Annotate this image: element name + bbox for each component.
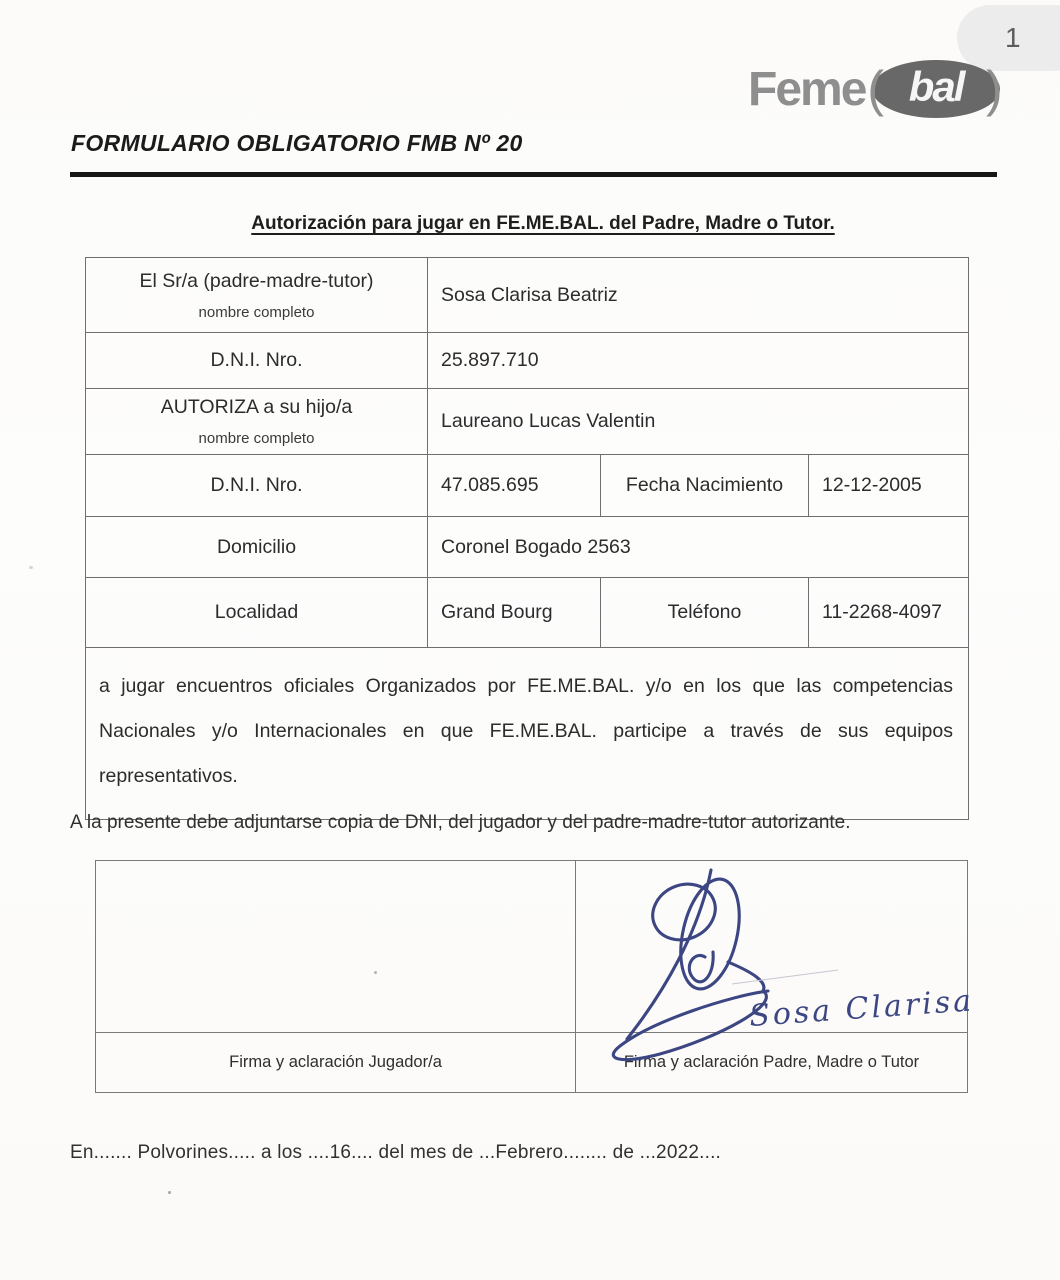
- scan-speck: [168, 1191, 171, 1194]
- logo-paren-close: ): [986, 61, 1003, 117]
- player-signature-label: Firma y aclaración Jugador/a: [96, 1033, 576, 1093]
- logo-paren-open: (: [867, 61, 885, 117]
- locality-label: Localidad: [86, 578, 428, 648]
- signature-table: [95, 860, 968, 1093]
- logo-oval: [872, 60, 1000, 118]
- logo-text-feme: Feme: [748, 62, 866, 116]
- table-row-child-dni-birth: [86, 455, 969, 517]
- signature-name-text: Sosa Clarisa: [748, 983, 976, 1034]
- child-name-sublabel: nombre completo: [198, 430, 315, 447]
- phone-label: Teléfono: [601, 578, 809, 648]
- scan-speck: [374, 971, 377, 974]
- birthdate-label: Fecha Nacimiento: [601, 455, 809, 517]
- address-value: Coronel Bogado 2563: [428, 517, 969, 578]
- signature-label-row: [96, 1033, 968, 1093]
- parent-name-label: El Sr/a (padre-madre-tutor): [139, 269, 374, 292]
- child-name-label-cell: [86, 389, 428, 455]
- parent-name-sublabel: nombre completo: [198, 303, 315, 321]
- authorization-heading: Autorización para jugar en FE.ME.BAL. del Padre, Madre o Tutor.: [251, 213, 835, 234]
- parent-dni-value: 25.897.710: [428, 333, 969, 389]
- femebal-logo: [748, 60, 1003, 118]
- child-name-label: AUTORIZA a su hijo/a: [160, 396, 353, 418]
- table-row-locality-phone: [86, 578, 969, 648]
- signature-space-row: [96, 861, 968, 1033]
- scan-speck: [29, 566, 33, 569]
- phone-value: 11-2268-4097: [809, 578, 969, 648]
- player-signature-area: [96, 861, 576, 1033]
- parent-signature-label: Firma y aclaración Padre, Madre o Tutor: [576, 1033, 968, 1093]
- table-row-child-name: [86, 389, 969, 455]
- attachment-note: A la presente debe adjuntarse copia de DNI, del jugador y del padre-madre-tutor autorizante.: [70, 812, 851, 833]
- address-label: Domicilio: [86, 517, 428, 578]
- place-and-date-line: En....... Polvorines..... a los ....16.... del mes de ...Febrero........ de ...2022....: [70, 1142, 722, 1163]
- table-row-parent-dni: [86, 333, 969, 389]
- parent-signature-area: [576, 861, 968, 1033]
- authorization-table: [85, 257, 969, 820]
- title-rule: [70, 172, 997, 177]
- form-title: FORMULARIO OBLIGATORIO FMB Nº 20: [71, 130, 523, 156]
- parent-name-label-cell: [86, 258, 428, 333]
- table-row-parent-name: [86, 258, 969, 333]
- child-dni-label: D.N.I. Nro.: [86, 455, 428, 517]
- logo-text-bal: bal: [908, 63, 964, 110]
- birthdate-value: 12-12-2005: [809, 455, 969, 517]
- parent-dni-label: D.N.I. Nro.: [86, 333, 428, 389]
- parent-name-value: Sosa Clarisa Beatriz: [428, 258, 969, 333]
- table-row-clause: [86, 648, 969, 820]
- locality-value: Grand Bourg: [428, 578, 601, 648]
- child-dni-value: 47.085.695: [428, 455, 601, 517]
- authorization-clause: a jugar encuentros oficiales Organizados por FE.ME.BAL. y/o en los que las competencias Nacionales y/o Internacionales en que FE.ME.BAL. participe a través de sus equipos representativos.: [86, 648, 969, 820]
- table-row-address: [86, 517, 969, 578]
- page-number: 1: [1005, 22, 1021, 53]
- child-name-value: Laureano Lucas Valentin: [428, 389, 969, 455]
